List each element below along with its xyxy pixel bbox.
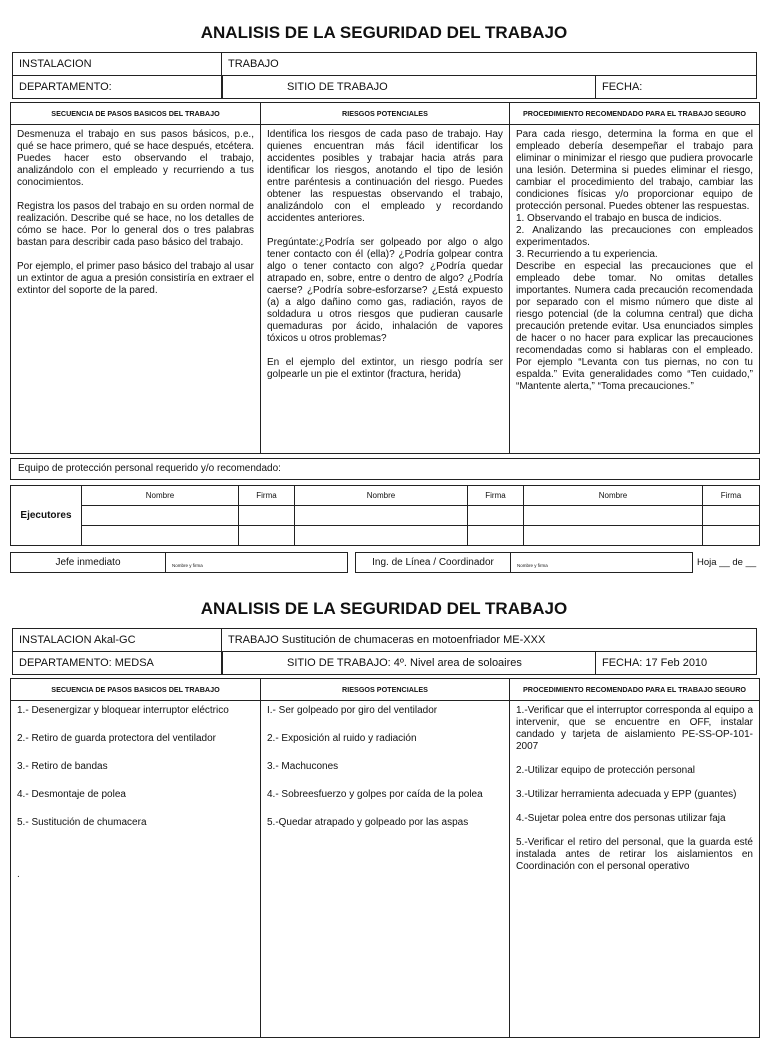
form1-main-table bbox=[10, 102, 760, 454]
form2-header-table bbox=[12, 628, 757, 675]
step-item: 3.- Retiro de bandas bbox=[17, 761, 108, 772]
procedure-item: 2.-Utilizar equipo de protección personal bbox=[516, 765, 695, 776]
col1-header: SECUENCIA DE PASOS BASICOS DEL TRABAJO bbox=[11, 679, 261, 701]
ing-label: Ing. de Línea / Coordinador bbox=[356, 553, 511, 573]
form1-title: ANALISIS DE LA SEGURIDAD DEL TRABAJO bbox=[200, 23, 568, 42]
firma-header: Firma bbox=[703, 486, 760, 506]
procedure-item: 3.-Utilizar herramienta adecuada y EPP (guantes) bbox=[516, 789, 737, 800]
col1-paragraph: Registra los pasos del trabajo en su orden normal de realización. Describe qué se hace, no los detalles de cómo se hace. Por lo general dos o tres palabras bastan para describir cada paso básico del trabajo. bbox=[17, 201, 254, 248]
col1-paragraph: Desmenuza el trabajo en sus pasos básicos, p.e., qué se hace primero, qué se hace después, etcétera. Puedes hacer esto observando el trabajo, analizándolo con el empleado y recurriendo a tus conocimientos. bbox=[17, 129, 254, 188]
col3-header: PROCEDIMIENTO RECOMENDADO PARA EL TRABAJO SEGURO bbox=[510, 679, 760, 701]
col2-paragraph: Identifica los riesgos de cada paso de trabajo. Hay quienes encuentran más fácil identificar los accidentes posibles y trabajar hacia atrás para identificar los riesgos, anotando el tipo de lesión entre paréntesis a continuación del riesgo. Puedes obtener las respuestas observando el trabajo, analizándolo con el empleado y recordando accidentes anteriores. bbox=[267, 129, 503, 224]
nombre-cell[interactable] bbox=[82, 506, 239, 526]
firma-cell[interactable] bbox=[468, 526, 524, 546]
nombre-cell[interactable] bbox=[524, 526, 703, 546]
firma-cell[interactable] bbox=[239, 506, 295, 526]
firma-cell[interactable] bbox=[703, 526, 760, 546]
col3-line: Para cada riesgo, determina la forma en que el empleado debería desempeñar el trabajo para eliminar o minimizar el riesgo que pudiera provocarle una lesión. Determina si puedes eliminar el riesgo, cambiar el procedimiento del trabajo, cambiar las condiciones físicas y/o proporcionar equipo de protección personal. Puedes obtener las respuestas. bbox=[515, 129, 753, 212]
ejecutores-table bbox=[10, 485, 760, 546]
col3-line: 2. Analizando las precauciones con empleados experimentados. bbox=[515, 225, 753, 248]
col2-paragraph: Pregúntate:¿Podría ser golpeado por algo o algo tener contacto con él (ella)? ¿Podría golpear contra algo o tener contacto con algo? ¿Podría quedar atrapado en, sobre, entre o dentro de algo? ¿Podría caerse? ¿Podría sobre-esforzarse? ¿Está expuesto (a) a algo dañino como gas, radiación, rayos de soldadura u otros riesgos que pudieran causarle quemaduras por ácido, inhalación de vapores tóxicos u otros problemas? bbox=[267, 237, 503, 344]
col1-header: SECUENCIA DE PASOS BASICOS DEL TRABAJO bbox=[11, 103, 261, 125]
procedure-item: 5.-Verificar el retiro del personal, que la guarda esté instalada antes de retirar los aislamientos en Coordinación con el personal operativo bbox=[516, 837, 753, 872]
col3-line: 1. Observando el trabajo en busca de indicios. bbox=[515, 213, 722, 224]
col3-line: 3. Recurriendo a tu experiencia. bbox=[515, 249, 658, 260]
hoja-label: Hoja __ de __ bbox=[697, 557, 757, 568]
nombre-cell[interactable] bbox=[82, 526, 239, 546]
step-item: 5.- Sustitución de chumacera bbox=[17, 817, 147, 828]
jefe-table bbox=[10, 552, 348, 573]
form2-main-table bbox=[10, 678, 760, 1038]
nombre-header: Nombre bbox=[524, 486, 703, 506]
firma-header: Firma bbox=[468, 486, 524, 506]
risk-item: 2.- Exposición al ruido y radiación bbox=[266, 733, 417, 744]
instalacion-field[interactable]: INSTALACION bbox=[13, 53, 222, 76]
trabajo-field[interactable]: TRABAJO bbox=[222, 53, 757, 76]
risk-item: 4.- Sobreesfuerzo y golpes por caída de la polea bbox=[266, 789, 483, 800]
nombre-header: Nombre bbox=[295, 486, 468, 506]
jefe-label: Jefe inmediato bbox=[11, 553, 166, 573]
col1-paragraph: Por ejemplo, el primer paso básico del trabajo al usar un extintor de agua a presión consistiría en extraer el extintor del soporte de la pared. bbox=[17, 261, 254, 296]
nombre-header: Nombre bbox=[82, 486, 239, 506]
col3-header: PROCEDIMIENTO RECOMENDADO PARA EL TRABAJO SEGURO bbox=[509, 103, 759, 125]
firma-header: Firma bbox=[239, 486, 295, 506]
firma-cell[interactable] bbox=[468, 506, 524, 526]
col2-header: RIESGOS POTENCIALES bbox=[260, 679, 509, 701]
col3-cell[interactable] bbox=[510, 701, 760, 1038]
sitio-field[interactable]: SITIO DE TRABAJO bbox=[281, 76, 654, 98]
firma-cell[interactable] bbox=[703, 506, 760, 526]
fecha-field[interactable]: FECHA: bbox=[596, 76, 757, 99]
departamento-field[interactable]: DEPARTAMENTO: bbox=[13, 76, 222, 99]
procedure-item: 4.-Sujetar polea entre dos personas utilizar faja bbox=[516, 813, 726, 824]
col1-cell[interactable] bbox=[11, 701, 261, 1038]
ing-table bbox=[355, 552, 693, 573]
nombre-firma-hint: Nombre y firma bbox=[172, 562, 203, 568]
epp-field[interactable]: Equipo de protección personal requerido y/o recomendado: bbox=[10, 458, 760, 480]
col2-cell[interactable] bbox=[261, 125, 510, 454]
jefe-signature-field[interactable] bbox=[166, 553, 348, 573]
nombre-cell[interactable] bbox=[524, 506, 703, 526]
form1-header-table bbox=[12, 52, 757, 99]
step-item: 2.- Retiro de guarda protectora del ventilador bbox=[17, 733, 217, 744]
col2-header: RIESGOS POTENCIALES bbox=[261, 103, 510, 125]
sitio-field[interactable]: SITIO DE TRABAJO: 4º. Nivel area de soloaires bbox=[281, 652, 654, 674]
procedure-item: 1.-Verificar que el interruptor corresponda al equipo a intervenir, que se encuentre en OFF, instalar candado y tarjeta de aislamiento PE-SS-OP-101-2007 bbox=[516, 705, 753, 752]
nombre-cell[interactable] bbox=[295, 526, 468, 546]
trabajo-field[interactable]: TRABAJO Sustitución de chumaceras en motoenfriador ME-XXX bbox=[222, 629, 757, 652]
step-item: 1.- Desenergizar y bloquear interruptor eléctrico bbox=[17, 705, 229, 716]
firma-cell[interactable] bbox=[239, 526, 295, 546]
instalacion-field[interactable]: INSTALACION Akal-GC bbox=[13, 629, 222, 652]
col3-line: Describe en especial las precauciones que el empleado debe tomar. No omitas detalles importantes. Numera cada precaución recomendada por separado con el mismo número que diste al riesgo potencial (de la columna central) que dicha precaución pretende evitar. Usa enunciados simples de hacer o no hacer para explicar las precauciones recomendadas como si hablaras con el empleado. Por ejemplo “Levanta con tus piernas, no con tu espalda.” Evita generalidades como “Ten cuidado,” “Mantente alerta,” “Toma precauciones.” bbox=[515, 261, 753, 392]
risk-item: I.- Ser golpeado por giro del ventilador bbox=[266, 705, 438, 716]
departamento-field[interactable]: DEPARTAMENTO: MEDSA bbox=[13, 652, 222, 675]
risk-item: 5.-Quedar atrapado y golpeado por las aspas bbox=[266, 817, 469, 828]
ejecutores-label: Ejecutores bbox=[11, 486, 82, 546]
step-item: 4.- Desmontaje de polea bbox=[17, 789, 126, 800]
nombre-firma-hint: Nombre y firma bbox=[517, 562, 548, 568]
form2-title: ANALISIS DE LA SEGURIDAD DEL TRABAJO bbox=[200, 599, 568, 618]
nombre-cell[interactable] bbox=[295, 506, 468, 526]
col1-cell[interactable] bbox=[11, 125, 261, 454]
col2-paragraph: En el ejemplo del extintor, un riesgo podría ser golpearle un pie el extintor (fractura, herida) bbox=[267, 357, 503, 380]
col3-cell[interactable] bbox=[509, 125, 759, 454]
step-item: . bbox=[17, 869, 20, 880]
risk-item: 3.- Machucones bbox=[266, 761, 339, 772]
col2-cell[interactable] bbox=[260, 701, 509, 1038]
ing-signature-field[interactable] bbox=[511, 553, 693, 573]
fecha-field[interactable]: FECHA: 17 Feb 2010 bbox=[596, 652, 757, 675]
